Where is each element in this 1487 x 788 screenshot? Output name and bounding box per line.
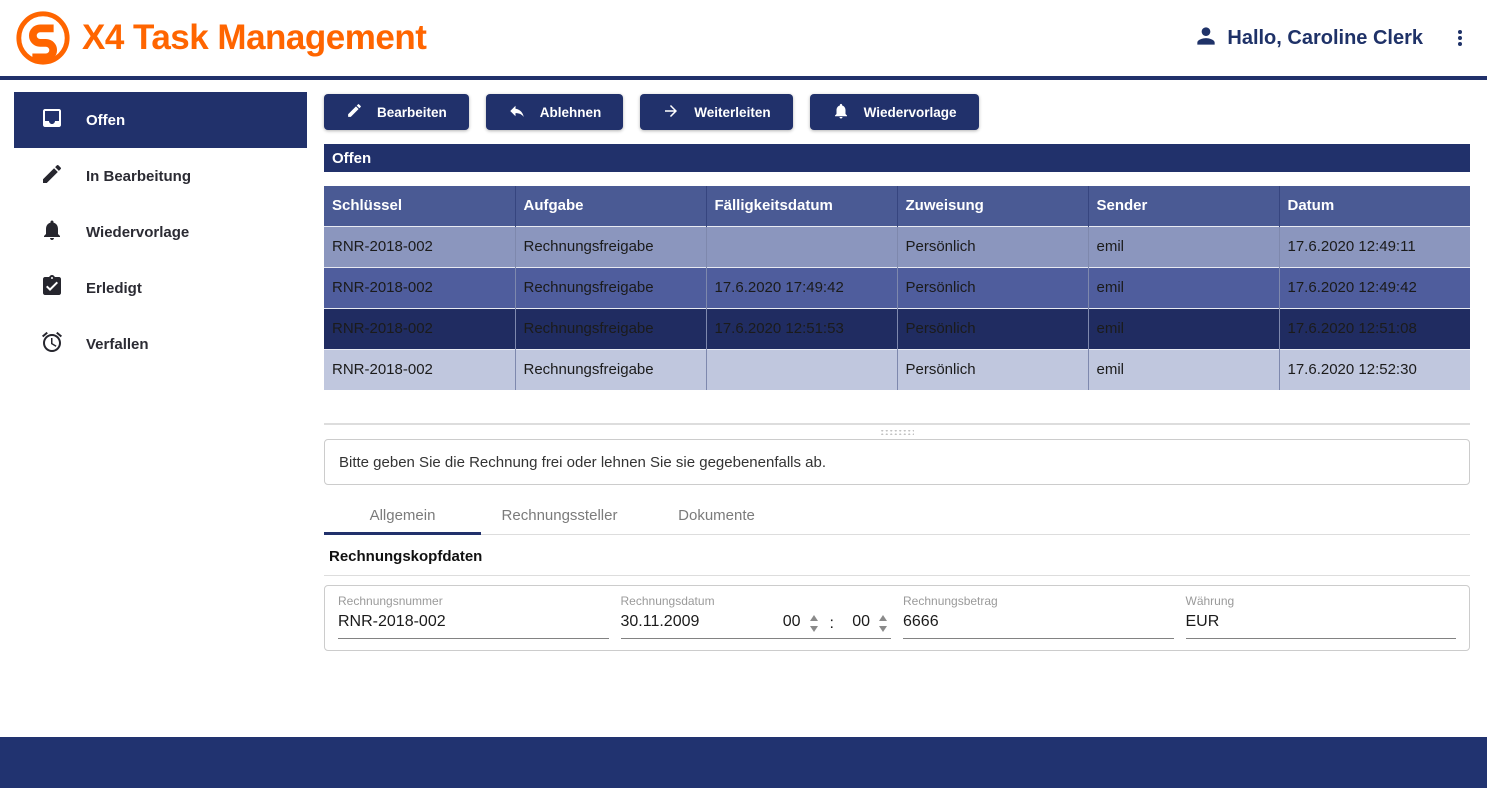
- cell-sender: emil: [1088, 226, 1279, 267]
- pencil-icon: [346, 102, 363, 122]
- main-content: [324, 80, 1470, 651]
- column-header[interactable]: Aufgabe: [515, 186, 706, 226]
- cell-sender: emil: [1088, 349, 1279, 390]
- cell-datum: 17.6.2020 12:49:11: [1279, 226, 1470, 267]
- sidebar: [0, 80, 324, 651]
- cell-aufgabe: Rechnungsfreigabe: [515, 308, 706, 349]
- button-label: Ablehnen: [539, 104, 602, 120]
- instruction-text: Bitte geben Sie die Rechnung frei oder lehnen Sie sie gegebenenfalls ab.: [339, 453, 827, 471]
- column-header[interactable]: Schlüssel: [324, 186, 515, 226]
- time-picker: [775, 609, 891, 638]
- cell-zuweisung: Persönlich: [897, 226, 1088, 267]
- cell-sender: emil: [1088, 267, 1279, 308]
- column-header[interactable]: Datum: [1279, 186, 1470, 226]
- field-label: Rechnungsnummer: [338, 594, 443, 608]
- table-row-selected[interactable]: [324, 308, 1470, 349]
- tab-rechnungssteller[interactable]: Rechnungssteller: [501, 507, 618, 524]
- toolbar: [324, 94, 1470, 130]
- kebab-menu-icon[interactable]: [1449, 27, 1471, 49]
- field-waehrung: [1186, 591, 1457, 650]
- section-title: Rechnungskopfdaten: [324, 535, 1470, 576]
- task-table: [324, 186, 1470, 390]
- sidebar-item-label: Erledigt: [86, 279, 142, 297]
- alarm-clock-icon: [40, 330, 64, 359]
- user-greeting: Hallo, Caroline Clerk: [1227, 26, 1423, 49]
- invoice-header-form: [324, 585, 1470, 651]
- column-header[interactable]: Zuweisung: [897, 186, 1088, 226]
- minutes-decrement-button[interactable]: [877, 625, 889, 632]
- cell-aufgabe: Rechnungsfreigabe: [515, 267, 706, 308]
- app-header: [0, 0, 1487, 76]
- table-header-row: [324, 186, 1470, 226]
- cell-aufgabe: Rechnungsfreigabe: [515, 349, 706, 390]
- reply-arrow-icon: [508, 102, 526, 123]
- table-row[interactable]: [324, 226, 1470, 267]
- waehrung-input[interactable]: [1186, 609, 1457, 638]
- cell-sender: emil: [1088, 308, 1279, 349]
- time-separator: :: [829, 614, 834, 632]
- table-row[interactable]: [324, 349, 1470, 390]
- sidebar-item-verfallen[interactable]: [14, 316, 307, 372]
- cell-zuweisung: Persönlich: [897, 267, 1088, 308]
- cell-zuweisung: Persönlich: [897, 349, 1088, 390]
- cell-faelligkeitsdatum: 17.6.2020 12:51:53: [706, 308, 897, 349]
- cell-faelligkeitsdatum: [706, 226, 897, 267]
- bearbeiten-button[interactable]: [324, 94, 469, 130]
- table-row[interactable]: [324, 267, 1470, 308]
- cell-datum: 17.6.2020 12:49:42: [1279, 267, 1470, 308]
- rechnungsbetrag-input[interactable]: [903, 609, 1174, 638]
- button-label: Wiedervorlage: [863, 104, 957, 120]
- hours-decrement-button[interactable]: [808, 625, 820, 632]
- minutes-spinner: [877, 615, 889, 632]
- hours-input[interactable]: [775, 609, 801, 638]
- horizontal-splitter[interactable]: [324, 423, 1470, 439]
- button-label: Bearbeiten: [377, 104, 447, 120]
- field-label: Rechnungsdatum: [620, 594, 715, 608]
- hours-spinner: [808, 615, 820, 632]
- inbox-icon: [40, 106, 64, 135]
- person-icon: [1193, 23, 1219, 54]
- field-label: Rechnungsbetrag: [903, 594, 998, 608]
- tab-allgemein[interactable]: Allgemein: [324, 497, 481, 534]
- hours-increment-button[interactable]: [808, 615, 820, 622]
- detail-tabs: [324, 497, 1470, 535]
- button-label: Weiterleiten: [694, 104, 771, 120]
- column-header[interactable]: Sender: [1088, 186, 1279, 226]
- field-rechnungsbetrag: [903, 591, 1174, 650]
- cell-schluessel: RNR-2018-002: [324, 349, 515, 390]
- cell-schluessel: RNR-2018-002: [324, 267, 515, 308]
- field-rechnungsdatum: [621, 591, 892, 650]
- cell-datum: 17.6.2020 12:52:30: [1279, 349, 1470, 390]
- field-rechnungsnummer: [338, 591, 609, 650]
- cell-datum: 17.6.2020 12:51:08: [1279, 308, 1470, 349]
- rechnungsdatum-input[interactable]: [621, 609, 775, 638]
- sidebar-item-wiedervorlage[interactable]: [14, 204, 307, 260]
- tab-dokumente[interactable]: Dokumente: [678, 507, 755, 524]
- brand-logo-icon: [14, 9, 72, 67]
- minutes-increment-button[interactable]: [877, 615, 889, 622]
- sidebar-item-label: Offen: [86, 111, 126, 129]
- sidebar-item-erledigt[interactable]: [14, 260, 307, 316]
- forward-arrow-icon: [662, 102, 680, 123]
- field-label: Währung: [1185, 594, 1235, 608]
- bell-icon: [40, 218, 64, 247]
- sidebar-item-label: In Bearbeitung: [86, 167, 192, 185]
- rechnungsnummer-input[interactable]: [338, 609, 609, 638]
- splitter-drag-handle-icon[interactable]: [880, 429, 914, 436]
- sidebar-item-label: Wiedervorlage: [86, 223, 190, 241]
- clipboard-check-icon: [40, 274, 64, 303]
- sidebar-item-offen[interactable]: [14, 92, 307, 148]
- app-title: X4 Task Management: [82, 18, 427, 57]
- panel-title: Offen: [324, 144, 1470, 172]
- cell-zuweisung: Persönlich: [897, 308, 1088, 349]
- sidebar-item-in-bearbeitung[interactable]: [14, 148, 307, 204]
- cell-faelligkeitsdatum: 17.6.2020 17:49:42: [706, 267, 897, 308]
- wiedervorlage-button[interactable]: [810, 94, 979, 130]
- weiterleiten-button[interactable]: [640, 94, 792, 130]
- pencil-icon: [40, 162, 64, 191]
- user-area: [1193, 23, 1471, 54]
- cell-faelligkeitsdatum: [706, 349, 897, 390]
- footer-bar: [0, 737, 1487, 788]
- column-header[interactable]: Fälligkeitsdatum: [706, 186, 897, 226]
- instruction-message: [324, 439, 1470, 485]
- ablehnen-button[interactable]: [486, 94, 624, 130]
- sidebar-item-label: Verfallen: [86, 335, 149, 353]
- cell-schluessel: RNR-2018-002: [324, 226, 515, 267]
- cell-aufgabe: Rechnungsfreigabe: [515, 226, 706, 267]
- bell-icon: [832, 102, 850, 123]
- cell-schluessel: RNR-2018-002: [324, 308, 515, 349]
- minutes-input[interactable]: [844, 609, 870, 638]
